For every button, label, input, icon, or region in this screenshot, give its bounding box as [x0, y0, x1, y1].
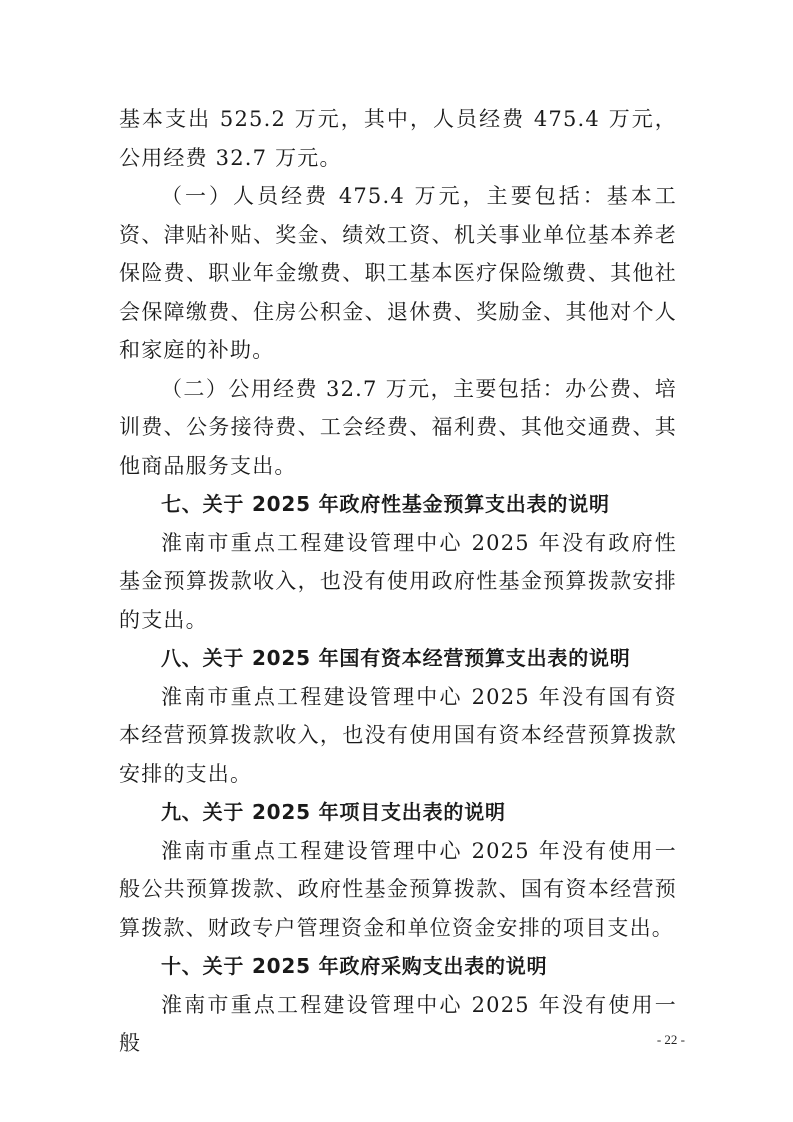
paragraph-procurement: 淮南市重点工程建设管理中心 2025 年没有使用一般 — [119, 992, 677, 1055]
section-heading-project-expenditure: 九、关于 2025 年项目支出表的说明 — [161, 800, 506, 824]
paragraph-public-expenses: （二）公用经费 32.7 万元，主要包括：办公费、培训费、公务接待费、工会经费、福利费、其他交通费、其他商品服务支出。 — [119, 376, 677, 478]
paragraph-state-capital: 淮南市重点工程建设管理中心 2025 年没有国有资本经营预算拨款收入，也没有使用国有资本经营预算拨款安排的支出。 — [119, 684, 677, 786]
section-heading-state-capital: 八、关于 2025 年国有资本经营预算支出表的说明 — [161, 646, 631, 670]
paragraph-government-fund: 淮南市重点工程建设管理中心 2025 年没有政府性基金预算拨款收入，也没有使用政府性基金预算拨款安排的支出。 — [119, 530, 677, 632]
paragraph-personnel-expenses: （一）人员经费 475.4 万元，主要包括：基本工资、津贴补贴、奖金、绩效工资、机关事业单位基本养老保险费、职业年金缴费、职工基本医疗保险缴费、其他社会保障缴费、住房公积金、退休费、奖励金、其他对个人和家庭的补助。 — [119, 184, 677, 362]
document-body — [119, 100, 677, 1063]
paragraph-basic-expenditure: 基本支出 525.2 万元，其中，人员经费 475.4 万元，公用经费 32.7 万元。 — [119, 107, 677, 170]
paragraph-project-expenditure: 淮南市重点工程建设管理中心 2025 年没有使用一般公共预算拨款、政府性基金预算拨款、国有资本经营预算拨款、财政专户管理资金和单位资金安排的项目支出。 — [119, 838, 677, 940]
page-number: - 22 - — [656, 1032, 685, 1047]
section-heading-procurement: 十、关于 2025 年政府采购支出表的说明 — [161, 954, 548, 978]
section-heading-government-fund: 七、关于 2025 年政府性基金预算支出表的说明 — [161, 492, 610, 516]
